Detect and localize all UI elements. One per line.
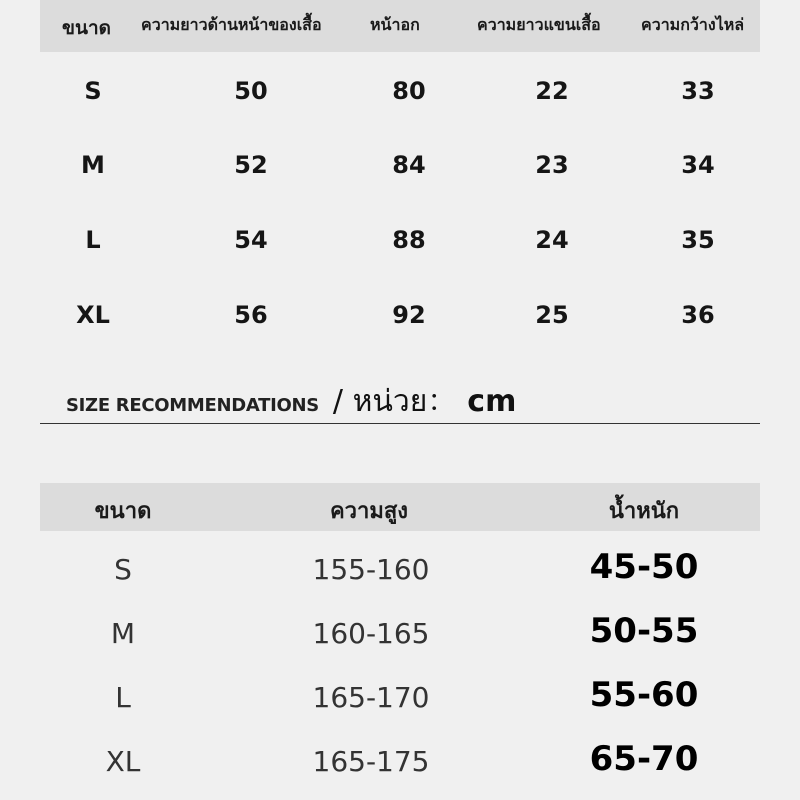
table-row xyxy=(40,226,760,266)
cell-size: XL xyxy=(105,745,141,778)
cell-front-length: 56 xyxy=(234,301,268,329)
cell-size: L xyxy=(115,681,131,714)
header-sleeve-length: ความยาวแขนเสื้อ xyxy=(477,15,601,34)
header-size: ขนาด xyxy=(62,17,111,39)
table-row xyxy=(40,739,760,789)
caption-english: SIZE RECOMMENDATIONS xyxy=(66,395,319,416)
cell-chest: 92 xyxy=(392,301,426,329)
table-row xyxy=(40,675,760,725)
cell-front-length: 52 xyxy=(234,151,268,179)
table-row xyxy=(40,547,760,597)
cell-height: 165-175 xyxy=(312,745,430,778)
cell-shoulder-width: 34 xyxy=(681,151,715,179)
cell-height: 165-170 xyxy=(312,681,430,714)
cell-weight: 45-50 xyxy=(589,547,699,587)
cell-chest: 88 xyxy=(392,226,426,254)
measurement-table-header xyxy=(40,0,760,52)
header-height: ความสูง xyxy=(329,499,409,524)
cell-size: L xyxy=(85,226,101,254)
cell-height: 155-160 xyxy=(312,553,430,586)
header-chest: หน้าอก xyxy=(370,15,420,34)
size-recommendations-caption xyxy=(66,376,516,425)
recommendation-table-header xyxy=(40,483,760,531)
header-size: ขนาด xyxy=(94,499,152,524)
header-shoulder-width: ความกว้างไหล่ xyxy=(641,15,745,34)
cell-size: M xyxy=(110,617,136,650)
cell-sleeve-length: 24 xyxy=(535,226,569,254)
caption-unit: cm xyxy=(467,384,517,419)
cell-shoulder-width: 33 xyxy=(681,77,715,105)
cell-shoulder-width: 36 xyxy=(681,301,715,329)
header-front-length: ความยาวด้านหน้าของเสื้อ xyxy=(141,15,322,34)
cell-size: M xyxy=(81,151,105,179)
cell-weight: 55-60 xyxy=(589,675,699,715)
table-row xyxy=(40,151,760,191)
cell-sleeve-length: 25 xyxy=(535,301,569,329)
table-row xyxy=(40,301,760,341)
divider xyxy=(40,423,760,424)
cell-weight: 50-55 xyxy=(589,611,699,651)
cell-size: XL xyxy=(76,301,110,329)
cell-front-length: 54 xyxy=(234,226,268,254)
caption-thai-unit-label: / หน่วย： xyxy=(332,384,458,419)
cell-size: S xyxy=(84,77,102,105)
cell-chest: 84 xyxy=(392,151,426,179)
cell-shoulder-width: 35 xyxy=(681,226,715,254)
cell-front-length: 50 xyxy=(234,77,268,105)
table-row xyxy=(40,77,760,117)
cell-height: 160-165 xyxy=(312,617,430,650)
cell-sleeve-length: 22 xyxy=(535,77,569,105)
cell-size: S xyxy=(114,553,132,586)
table-row xyxy=(40,611,760,661)
header-weight: น้ำหนัก xyxy=(608,499,680,524)
cell-sleeve-length: 23 xyxy=(535,151,569,179)
cell-weight: 65-70 xyxy=(589,739,699,779)
cell-chest: 80 xyxy=(392,77,426,105)
